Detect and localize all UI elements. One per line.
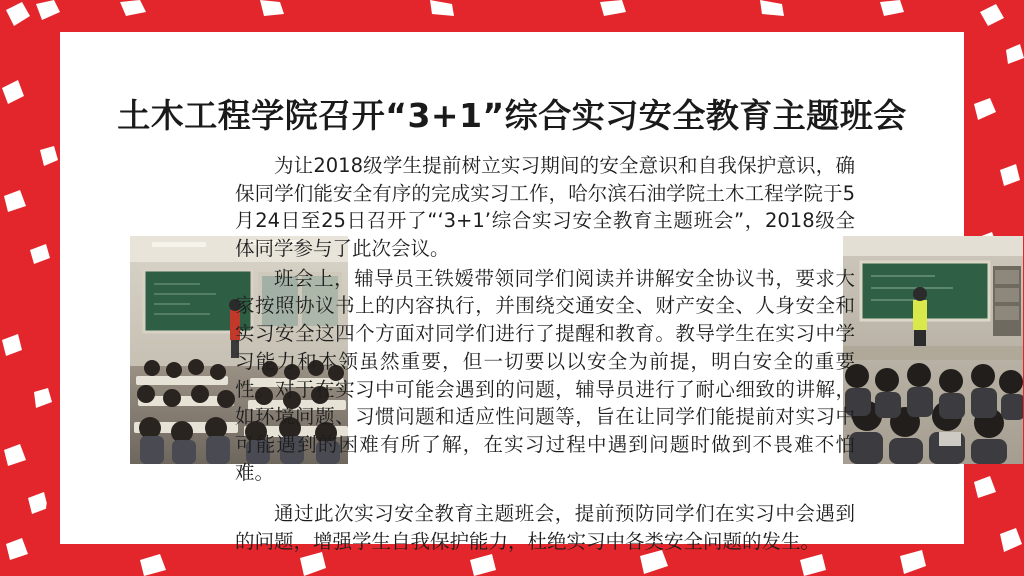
classroom-photo-right (843, 236, 1023, 464)
article-body (235, 152, 855, 558)
paragraph-1: 为让2018级学生提前树立实习期间的安全意识和自我保护意识，确保同学们能安全有序的完成实习工作，哈尔滨石油学院土木工程学院于5月24日至25日召开了“‘3+1’综合实习安全教育主题班会”，2018级全体同学参与了此次会议。 (235, 154, 855, 261)
page-title: 土木工程学院召开“3+1”综合实习安全教育主题班会 (117, 96, 907, 135)
content-paper (60, 32, 964, 553)
paragraph-3: 通过此次实习安全教育主题班会，提前预防同学们在实习中会遇到的问题，增强学生自我保护能力，杜绝实习中各类安全问题的发生。 (235, 502, 855, 553)
paragraph-2: 班会上，辅导员王铁嫒带领同学们阅读并讲解安全协议书，要求大家按照协议书上的内容执行，并围绕交通安全、财产安全、人身安全和实习安全这四个方面对同学们进行了提醒和教育。教导学生在实习中学习能力和本领虽然重要，但一切要以以安全为前提，明白安全的重要性。对于在实习中可能会遇到的问题，辅导员进行了耐心细致的讲解，如环境问题、习惯问题和适应性问题等，旨在让同学们能提前对实习中可能遇到的困难有所了解，在实习过程中遇到问题时做到不畏难不怕难。 (235, 266, 855, 484)
